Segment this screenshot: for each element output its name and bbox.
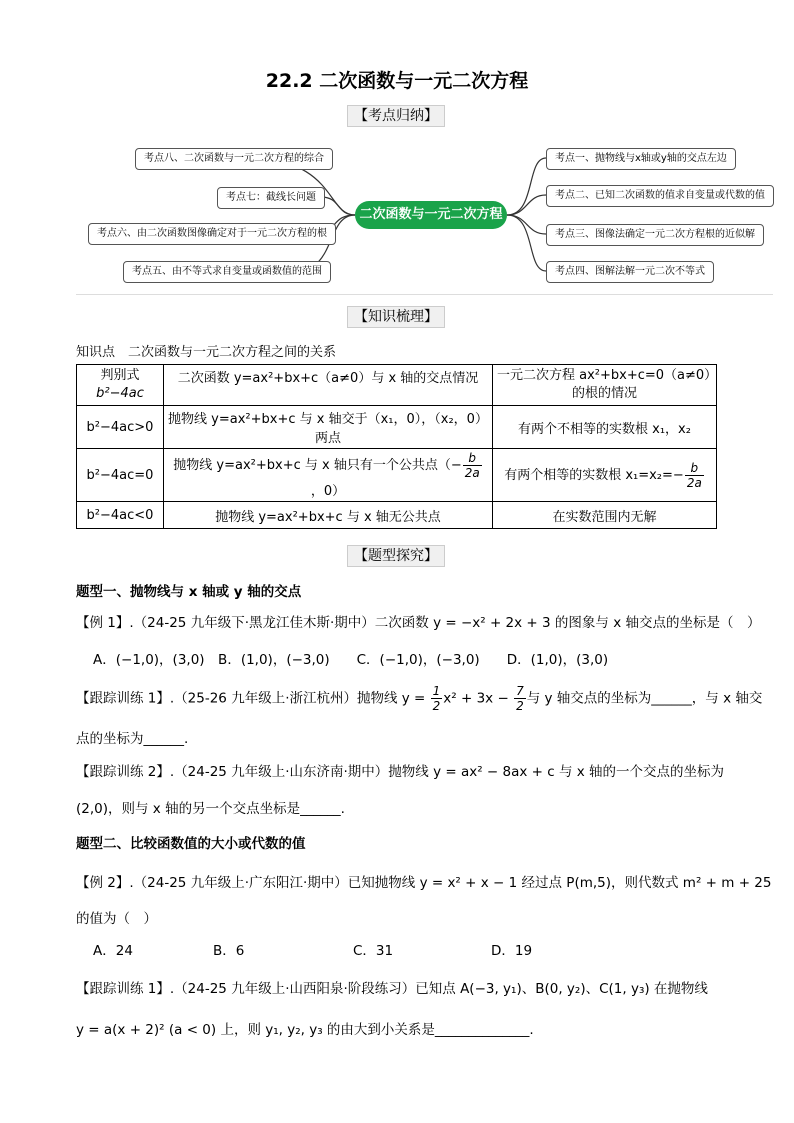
type2-heading: 题型二、比较函数值的大小或代数的值 bbox=[76, 836, 306, 852]
text: 【跟踪训练 1】.（25-26 九年级上·浙江杭州）抛物线 y = bbox=[76, 690, 430, 707]
mindmap-node-left-3: 考点六、由二次函数图像确定对于一元二次方程的根 bbox=[88, 223, 336, 245]
fraction-num: 7 bbox=[516, 684, 524, 698]
page-title: 22.2 二次函数与一元二次方程 bbox=[265, 70, 529, 92]
table-cell bbox=[164, 449, 493, 502]
example-1: 【例 1】.（24-25 九年级下·黑龙江佳木斯·期中）二次函数 y = −x² + 2x + 3 的图象与 x 轴交点的坐标是（ ） bbox=[76, 615, 761, 631]
header-equation: 一元二次方程 ax²+bx+c=0（a≠0） bbox=[497, 368, 718, 383]
mindmap-node-right-3: 考点三、图像法确定一元二次方程根的近似解 bbox=[546, 224, 764, 246]
tracking-2-cont: (2,0)，则与 x 轴的另一个交点坐标是______. bbox=[76, 801, 345, 817]
mindmap-node-right-4: 考点四、图解法解一元二次不等式 bbox=[546, 261, 714, 283]
option-c: C．31 bbox=[353, 943, 394, 959]
cell-text: 抛物线 y=ax²+bx+c 与 x 轴只有一个公共点（− bbox=[173, 458, 462, 473]
table-cell: 在实数范围内无解 bbox=[493, 502, 717, 529]
header-discriminant-formula: b²−4ac bbox=[96, 386, 144, 401]
fraction bbox=[685, 461, 704, 490]
table-header-cell bbox=[493, 365, 717, 406]
table-cell: 抛物线 y=ax²+bx+c 与 x 轴交于（x₁，0），（x₂，0）两点 bbox=[164, 406, 493, 449]
table-cell: b²−4ac<0 bbox=[77, 502, 164, 529]
table-header-cell: 二次函数 y=ax²+bx+c（a≠0）与 x 轴的交点情况 bbox=[164, 365, 493, 406]
relation-table bbox=[76, 364, 717, 529]
table-cell: 抛物线 y=ax²+bx+c 与 x 轴无公共点 bbox=[164, 502, 493, 529]
section-tixing: 【题型探究】 bbox=[347, 545, 445, 567]
mindmap-node-right-1: 考点一、抛物线与x轴或y轴的交点左边 bbox=[546, 148, 736, 170]
mindmap-node-left-4: 考点五、由不等式求自变量或函数值的范围 bbox=[123, 261, 331, 283]
mindmap-node-right-2: 考点二、已知二次函数的值求自变量或代数的值 bbox=[546, 185, 774, 207]
section-zhishi: 【知识梳理】 bbox=[347, 306, 445, 328]
mindmap-center: 二次函数与一元二次方程 bbox=[355, 201, 507, 229]
text: 与 y 轴交点的坐标为______，与 x 轴交 bbox=[526, 690, 763, 707]
example-2: 【例 2】.（24-25 九年级上·广东阳江·期中）已知抛物线 y = x² + x − 1 经过点 P(m,5)，则代数式 m² + m + 25 bbox=[76, 875, 772, 891]
fraction bbox=[431, 684, 443, 713]
option-d: D．19 bbox=[491, 943, 533, 959]
fraction bbox=[514, 684, 526, 713]
tracking-1-cont: 点的坐标为______. bbox=[76, 731, 189, 747]
fraction-den: 2 bbox=[432, 699, 441, 713]
mindmap bbox=[76, 134, 773, 295]
fraction-num: b bbox=[685, 461, 704, 476]
mindmap-node-left-2: 考点七：截线长问题 bbox=[217, 187, 325, 209]
header-discriminant: 判别式 bbox=[100, 368, 140, 383]
type1-heading: 题型一、抛物线与 x 轴或 y 轴的交点 bbox=[76, 584, 302, 600]
tracking-3: 【跟踪训练 1】.（24-25 九年级上·山西阳泉·阶段练习）已知点 A(−3, y₁)、B(0, y₂)、C(1, y₃) 在抛物线 bbox=[76, 981, 708, 997]
text: x² + 3x − bbox=[443, 690, 514, 707]
table-cell bbox=[493, 449, 717, 502]
table-cell: b²−4ac=0 bbox=[77, 449, 164, 502]
tracking-3-cont: y = a(x + 2)² (a < 0) 上，则 y₁, y₂, y₃ 的由大到小关系是______________. bbox=[76, 1022, 534, 1038]
fraction-den: 2a bbox=[686, 475, 702, 490]
knowledge-point: 知识点 二次函数与一元二次方程之间的关系 bbox=[76, 345, 337, 360]
fraction-num: 1 bbox=[432, 684, 441, 698]
table-row bbox=[77, 502, 717, 529]
tracking-1 bbox=[76, 684, 763, 713]
example-1-options: A．(−1,0)，(3,0) B．(1,0)，(−3,0) C．(−1,0)，(−3,0) D．(1,0)，(3,0) bbox=[93, 652, 609, 668]
fraction-den: 2 bbox=[516, 699, 524, 713]
fraction-den: 2a bbox=[464, 466, 480, 480]
table-row bbox=[77, 449, 717, 502]
table-cell: b²−4ac>0 bbox=[77, 406, 164, 449]
table-row bbox=[77, 406, 717, 449]
option-b: B．6 bbox=[213, 943, 245, 959]
fraction bbox=[463, 451, 482, 480]
option-a: A．24 bbox=[93, 943, 133, 959]
fraction-num: b bbox=[463, 451, 482, 466]
section-kaodian: 【考点归纳】 bbox=[347, 105, 445, 127]
cell-text: 有两个相等的实数根 x₁=x₂=− bbox=[504, 467, 684, 483]
header-roots: 的根的情况 bbox=[571, 386, 637, 401]
tracking-2: 【跟踪训练 2】.（24-25 九年级上·山东济南·期中）抛物线 y = ax² − 8ax + c 与 x 轴的一个交点的坐标为 bbox=[76, 764, 725, 780]
table-cell: 有两个不相等的实数根 x₁，x₂ bbox=[493, 406, 717, 449]
mindmap-node-left-1: 考点八、二次函数与一元二次方程的综合 bbox=[135, 148, 333, 170]
table-header-cell bbox=[77, 365, 164, 406]
example-2-cont: 的值为（ ） bbox=[76, 911, 157, 927]
table-row bbox=[77, 365, 717, 406]
cell-text: ，0） bbox=[310, 484, 346, 499]
